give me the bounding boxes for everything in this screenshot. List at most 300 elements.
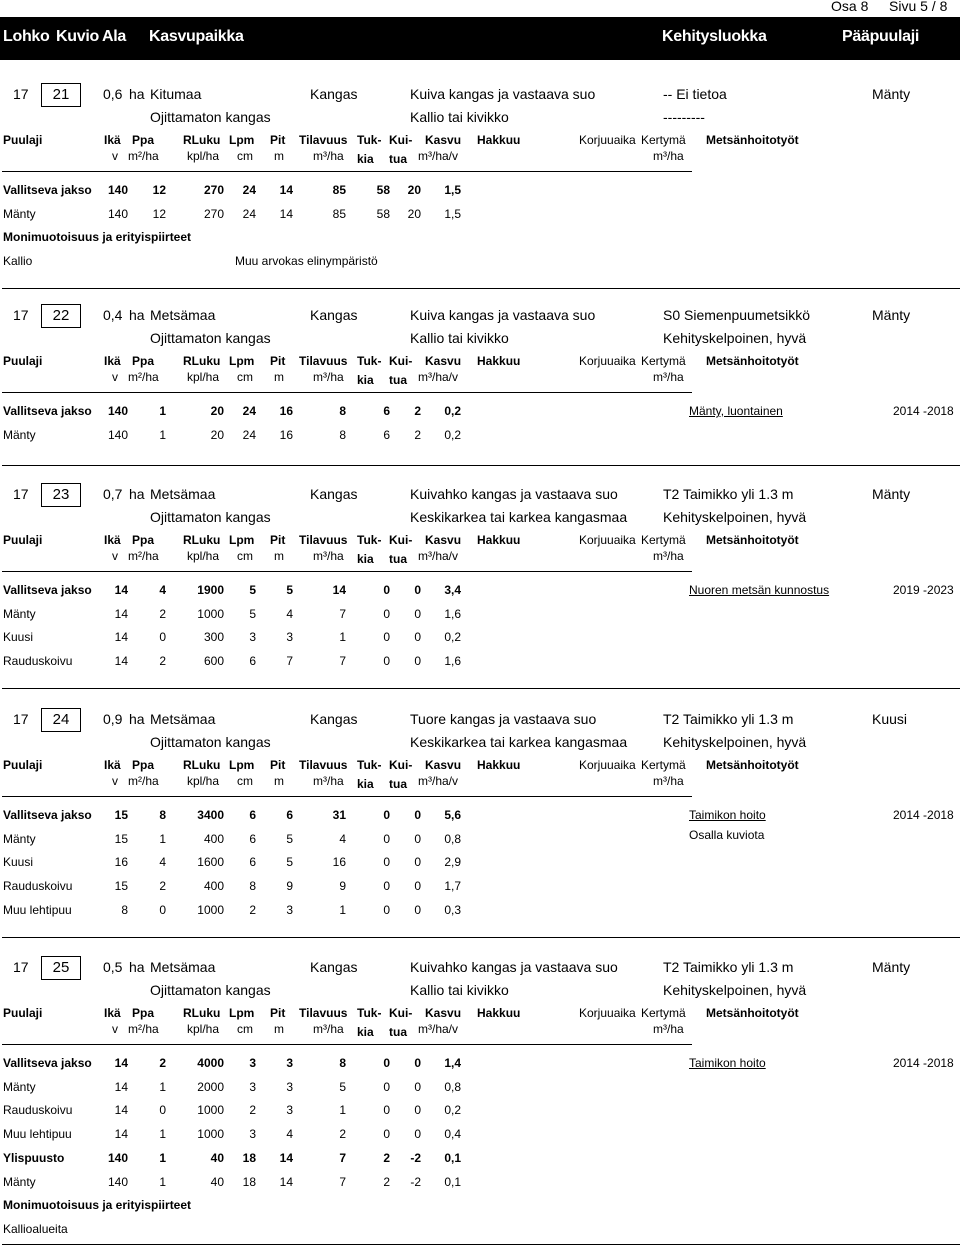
row-ika: 140 <box>107 428 128 442</box>
row-lpm: 2 <box>249 903 256 917</box>
maa-type: Kangas <box>310 959 358 975</box>
col-kertyma-unit: m³/ha <box>653 149 684 163</box>
silvicultural-work-note: Osalla kuviota <box>689 828 765 842</box>
row-ppa: 1 <box>159 404 166 418</box>
col-ppa: Ppa <box>132 758 155 772</box>
row-rluku: 1600 <box>197 855 224 869</box>
row-ika: 140 <box>107 404 128 418</box>
row-rluku: 3400 <box>197 808 224 822</box>
row-tukki: 0 <box>383 630 390 644</box>
col-tukki-2: kia <box>357 777 374 791</box>
development-class: T2 Taimikko yli 1.3 m <box>663 959 794 975</box>
row-pit: 3 <box>286 903 293 917</box>
row-rluku: 2000 <box>197 1080 224 1094</box>
row-kasvu: 1,7 <box>444 879 461 893</box>
col-ika-unit: v <box>112 149 118 163</box>
row-kasvu: 0,8 <box>444 1080 461 1094</box>
row-kuitu: 0 <box>414 630 421 644</box>
col-ppa-unit: m²/ha <box>128 549 159 563</box>
col-kertyma: Kertymä <box>641 1006 686 1020</box>
row-ppa: 1 <box>159 1151 166 1165</box>
col-pit: Pit <box>270 533 286 547</box>
row-kuitu: 2 <box>414 428 421 442</box>
row-kuitu: 0 <box>414 1080 421 1094</box>
kasvupaikka-main: Metsämaa <box>150 486 216 502</box>
col-tilavuus: Tilavuus <box>299 354 348 368</box>
col-metsanhoito: Metsänhoitotyöt <box>706 533 799 547</box>
section-separator <box>2 937 960 938</box>
row-tukki: 0 <box>383 879 390 893</box>
row-pit: 14 <box>279 1151 293 1165</box>
row-pit: 5 <box>286 583 293 597</box>
page-number: Sivu 5 / 8 <box>889 0 948 14</box>
row-ika: 15 <box>114 879 128 893</box>
maa-type: Kangas <box>310 486 358 502</box>
row-ppa: 12 <box>152 207 166 221</box>
col-ika-unit: v <box>112 370 118 384</box>
col-tukki: Tuk- <box>357 758 382 772</box>
col-ika: Ikä <box>104 1006 121 1020</box>
work-years: 2019 -2023 <box>893 583 954 597</box>
site-type-2: Keskikarkea tai karkea kangasmaa <box>410 509 628 525</box>
row-kuitu: 2 <box>414 404 421 418</box>
row-kuitu: 0 <box>414 1127 421 1141</box>
row-rluku: 1000 <box>197 903 224 917</box>
row-kuitu: -2 <box>410 1151 421 1165</box>
col-kuitu-2: tua <box>389 373 407 387</box>
row-ika: 140 <box>107 183 128 197</box>
col-kuitu: Kui- <box>389 133 413 147</box>
row-ika: 8 <box>121 903 128 917</box>
row-ppa: 0 <box>159 630 166 644</box>
col-tukki: Tuk- <box>357 533 382 547</box>
row-tukki: 58 <box>376 207 390 221</box>
row-lpm: 5 <box>249 607 256 621</box>
row-kuitu: 0 <box>414 832 421 846</box>
row-kasvu: 0,1 <box>444 1151 461 1165</box>
row-tukki: 0 <box>383 583 390 597</box>
maa-type: Kangas <box>310 86 358 102</box>
site-type-2: Kallio tai kivikko <box>410 982 509 998</box>
row-lpm: 18 <box>242 1151 256 1165</box>
section-separator <box>2 288 960 289</box>
col-tilavuus-unit: m³/ha <box>313 549 344 563</box>
col-tukki: Tuk- <box>357 354 382 368</box>
col-korjuuaika: Korjuuaika <box>579 1006 636 1020</box>
row-species: Mänty <box>3 207 36 221</box>
development-class: -- Ei tietoa <box>663 86 727 102</box>
row-kuitu: 0 <box>414 583 421 597</box>
col-rluku-unit: kpl/ha <box>187 774 220 788</box>
row-species: Vallitseva jakso <box>3 404 92 418</box>
row-tukki: 6 <box>383 404 390 418</box>
site-type-1: Kuiva kangas ja vastaava suo <box>410 307 596 323</box>
kuvio-number-box <box>41 304 81 328</box>
col-lpm-unit: cm <box>237 370 253 384</box>
row-rluku: 600 <box>203 654 224 668</box>
col-kasvu: Kasvu <box>425 354 462 368</box>
row-pit: 4 <box>286 1127 293 1141</box>
col-ppa-unit: m²/ha <box>128 1022 159 1036</box>
development-quality: Kehityskelpoinen, hyvä <box>663 982 807 998</box>
header-lohko: Lohko <box>3 28 50 45</box>
col-metsanhoito: Metsänhoitotyöt <box>706 758 799 772</box>
col-tilavuus-unit: m³/ha <box>313 370 344 384</box>
col-rluku: RLuku <box>183 533 221 547</box>
row-ppa: 2 <box>159 654 166 668</box>
row-ppa: 0 <box>159 1103 166 1117</box>
row-tilavuus: 1 <box>339 630 346 644</box>
header-rule <box>2 392 692 393</box>
col-kertyma: Kertymä <box>641 354 686 368</box>
development-quality: Kehityskelpoinen, hyvä <box>663 509 807 525</box>
row-lpm: 8 <box>249 879 256 893</box>
col-rluku-unit: kpl/ha <box>187 549 220 563</box>
work-years: 2014 -2018 <box>893 1056 954 1070</box>
row-species: Mänty <box>3 832 36 846</box>
row-lpm: 24 <box>242 428 256 442</box>
row-rluku: 1000 <box>197 1127 224 1141</box>
col-pit: Pit <box>270 354 286 368</box>
row-kasvu: 0,1 <box>444 1175 461 1189</box>
col-kertyma: Kertymä <box>641 133 686 147</box>
col-pit-unit: m <box>274 774 284 788</box>
kuvio-number-box <box>41 83 81 107</box>
col-puulaji: Puulaji <box>3 533 43 547</box>
row-pit: 3 <box>286 1103 293 1117</box>
col-hakkuu: Hakkuu <box>477 133 521 147</box>
row-ppa: 2 <box>159 1056 166 1070</box>
col-kuitu: Kui- <box>389 758 413 772</box>
col-puulaji: Puulaji <box>3 758 43 772</box>
col-metsanhoito: Metsänhoitotyöt <box>706 133 799 147</box>
col-rluku-unit: kpl/ha <box>187 149 220 163</box>
col-pit-unit: m <box>274 549 284 563</box>
development-class: S0 Siemenpuumetsikkö <box>663 307 811 323</box>
row-rluku: 40 <box>210 1175 224 1189</box>
row-lpm: 6 <box>249 855 256 869</box>
row-lpm: 6 <box>249 808 256 822</box>
row-ppa: 0 <box>159 903 166 917</box>
col-lpm: Lpm <box>229 354 255 368</box>
row-ika: 14 <box>114 1103 128 1117</box>
ala-unit: ha <box>129 711 145 727</box>
row-kuitu: 0 <box>414 1056 421 1070</box>
row-species: Vallitseva jakso <box>3 183 92 197</box>
ala-value: 0,6 <box>103 86 123 102</box>
lohko-number: 17 <box>13 711 29 727</box>
row-species: Mänty <box>3 1080 36 1094</box>
site-type-1: Kuivahko kangas ja vastaava suo <box>410 959 618 975</box>
row-tukki: 58 <box>376 183 390 197</box>
row-pit: 16 <box>279 428 293 442</box>
row-lpm: 24 <box>242 183 256 197</box>
col-tukki-2: kia <box>357 152 374 166</box>
row-tilavuus: 85 <box>332 207 346 221</box>
row-kasvu: 0,8 <box>444 832 461 846</box>
row-ika: 140 <box>107 207 128 221</box>
row-tilavuus: 85 <box>332 183 346 197</box>
row-kasvu: 0,2 <box>444 1103 461 1117</box>
col-kasvu-unit: m³/ha/v <box>418 549 459 563</box>
row-tilavuus: 7 <box>339 1151 346 1165</box>
development-quality: Kehityskelpoinen, hyvä <box>663 330 807 346</box>
row-rluku: 1000 <box>197 607 224 621</box>
col-lpm-unit: cm <box>237 549 253 563</box>
row-kasvu: 0,3 <box>444 903 461 917</box>
col-ppa: Ppa <box>132 133 155 147</box>
row-kuitu: 0 <box>414 879 421 893</box>
row-ika: 15 <box>114 808 128 822</box>
header-ala: Ala <box>102 28 126 45</box>
row-lpm: 24 <box>242 404 256 418</box>
row-species: Muu lehtipuu <box>3 903 72 917</box>
silvicultural-work: Taimikon hoito <box>689 808 766 822</box>
row-rluku: 20 <box>210 428 224 442</box>
row-kuitu: 0 <box>414 607 421 621</box>
site-type-2: Kallio tai kivikko <box>410 109 509 125</box>
row-tukki: 2 <box>383 1151 390 1165</box>
row-tilavuus: 1 <box>339 903 346 917</box>
col-tukki-2: kia <box>357 373 374 387</box>
col-kuitu-2: tua <box>389 552 407 566</box>
diversity-title: Monimuotoisuus ja erityispiirteet <box>3 230 192 244</box>
header-kasvupaikka: Kasvupaikka <box>149 28 244 45</box>
row-kuitu: 0 <box>414 654 421 668</box>
site-type-1: Kuiva kangas ja vastaava suo <box>410 86 596 102</box>
row-species: Vallitseva jakso <box>3 583 92 597</box>
header-kehitysluokka: Kehitysluokka <box>662 28 767 45</box>
main-species: Mänty <box>872 959 911 975</box>
row-pit: 6 <box>286 808 293 822</box>
row-tukki: 0 <box>383 832 390 846</box>
row-ppa: 2 <box>159 607 166 621</box>
row-kuitu: 0 <box>414 808 421 822</box>
row-kasvu: 1,4 <box>444 1056 461 1070</box>
row-ika: 16 <box>114 855 128 869</box>
col-puulaji: Puulaji <box>3 1006 43 1020</box>
row-ika: 140 <box>107 1151 128 1165</box>
row-lpm: 5 <box>249 583 256 597</box>
col-ppa: Ppa <box>132 533 155 547</box>
col-ika-unit: v <box>112 774 118 788</box>
kuvio-number-box <box>41 708 81 732</box>
kuvio-number: 23 <box>52 486 70 503</box>
lohko-number: 17 <box>13 86 29 102</box>
row-rluku: 1900 <box>197 583 224 597</box>
row-pit: 3 <box>286 630 293 644</box>
ala-value: 0,4 <box>103 307 123 323</box>
col-kasvu-unit: m³/ha/v <box>418 774 459 788</box>
row-kuitu: 0 <box>414 903 421 917</box>
row-tilavuus: 7 <box>339 607 346 621</box>
col-lpm: Lpm <box>229 1006 255 1020</box>
row-tukki: 0 <box>383 607 390 621</box>
row-species: Rauduskoivu <box>3 879 73 893</box>
row-pit: 9 <box>286 879 293 893</box>
col-kuitu-2: tua <box>389 1025 407 1039</box>
diversity-habitat: Muu arvokas elinympäristö <box>235 254 378 268</box>
ala-value: 0,9 <box>103 711 123 727</box>
col-pit-unit: m <box>274 1022 284 1036</box>
row-ppa: 12 <box>152 183 166 197</box>
work-years: 2014 -2018 <box>893 404 954 418</box>
row-pit: 5 <box>286 855 293 869</box>
row-species: Kuusi <box>3 855 34 869</box>
header-rule <box>2 1044 692 1045</box>
row-species: Rauduskoivu <box>3 654 73 668</box>
row-tilavuus: 31 <box>332 808 346 822</box>
row-tilavuus: 8 <box>339 404 346 418</box>
site-type-1: Tuore kangas ja vastaava suo <box>410 711 597 727</box>
col-pit: Pit <box>270 758 286 772</box>
row-kasvu: 0,2 <box>444 630 461 644</box>
row-kasvu: 1,6 <box>444 654 461 668</box>
col-lpm: Lpm <box>229 533 255 547</box>
row-ppa: 1 <box>159 832 166 846</box>
row-kuitu: 0 <box>414 855 421 869</box>
diversity-title: Monimuotoisuus ja erityispiirteet <box>3 1198 192 1212</box>
row-ika: 14 <box>114 630 128 644</box>
col-metsanhoito: Metsänhoitotyöt <box>706 354 799 368</box>
col-korjuuaika: Korjuuaika <box>579 354 636 368</box>
row-species: Rauduskoivu <box>3 1103 73 1117</box>
row-species: Ylispuusto <box>3 1151 65 1165</box>
maa-type: Kangas <box>310 711 358 727</box>
col-pit: Pit <box>270 1006 286 1020</box>
header-kuvio: Kuvio <box>56 28 99 45</box>
col-kuitu: Kui- <box>389 354 413 368</box>
row-tilavuus: 5 <box>339 1080 346 1094</box>
row-kuitu: 20 <box>407 183 421 197</box>
col-puulaji: Puulaji <box>3 133 43 147</box>
row-pit: 3 <box>286 1080 293 1094</box>
col-tilavuus: Tilavuus <box>299 1006 348 1020</box>
col-korjuuaika: Korjuuaika <box>579 758 636 772</box>
row-ika: 14 <box>114 583 128 597</box>
col-kasvu-unit: m³/ha/v <box>418 149 459 163</box>
col-ika: Ikä <box>104 758 121 772</box>
header-rule <box>2 796 692 797</box>
col-pit: Pit <box>270 133 286 147</box>
row-rluku: 20 <box>210 404 224 418</box>
col-kasvu: Kasvu <box>425 133 462 147</box>
row-ika: 14 <box>114 1127 128 1141</box>
silvicultural-work: Taimikon hoito <box>689 1056 766 1070</box>
row-kasvu: 0,4 <box>444 1127 461 1141</box>
header-rule <box>2 171 692 172</box>
col-kuitu: Kui- <box>389 1006 413 1020</box>
col-tilavuus-unit: m³/ha <box>313 149 344 163</box>
row-kasvu: 1,6 <box>444 607 461 621</box>
kasvupaikka-main: Kitumaa <box>150 86 202 102</box>
row-tilavuus: 2 <box>339 1127 346 1141</box>
col-rluku: RLuku <box>183 354 221 368</box>
section-separator <box>2 1244 960 1245</box>
col-kertyma-unit: m³/ha <box>653 370 684 384</box>
development-quality: Kehityskelpoinen, hyvä <box>663 734 807 750</box>
site-type-1: Kuivahko kangas ja vastaava suo <box>410 486 618 502</box>
row-tukki: 0 <box>383 1056 390 1070</box>
col-pit-unit: m <box>274 370 284 384</box>
row-pit: 3 <box>286 1056 293 1070</box>
row-tukki: 6 <box>383 428 390 442</box>
ala-value: 0,5 <box>103 959 123 975</box>
row-tukki: 0 <box>383 903 390 917</box>
row-lpm: 2 <box>249 1103 256 1117</box>
lohko-number: 17 <box>13 959 29 975</box>
col-ppa-unit: m²/ha <box>128 774 159 788</box>
row-lpm: 24 <box>242 207 256 221</box>
row-tukki: 0 <box>383 1080 390 1094</box>
main-species: Mänty <box>872 86 911 102</box>
row-pit: 4 <box>286 607 293 621</box>
col-kasvu: Kasvu <box>425 533 462 547</box>
row-tukki: 0 <box>383 654 390 668</box>
kasvupaikka-main: Metsämaa <box>150 307 216 323</box>
row-ppa: 2 <box>159 879 166 893</box>
ala-unit: ha <box>129 307 145 323</box>
section-separator <box>2 465 960 466</box>
col-ika: Ikä <box>104 354 121 368</box>
row-kasvu: 3,4 <box>444 583 461 597</box>
col-rluku: RLuku <box>183 1006 221 1020</box>
kasvupaikka-sub: Ojittamaton kangas <box>150 509 271 525</box>
col-kasvu: Kasvu <box>425 758 462 772</box>
col-lpm-unit: cm <box>237 149 253 163</box>
col-rluku: RLuku <box>183 758 221 772</box>
col-tilavuus: Tilavuus <box>299 133 348 147</box>
row-ppa: 4 <box>159 583 166 597</box>
row-species: Mänty <box>3 607 36 621</box>
col-rluku-unit: kpl/ha <box>187 370 220 384</box>
site-type-2: Kallio tai kivikko <box>410 330 509 346</box>
col-kertyma-unit: m³/ha <box>653 549 684 563</box>
row-rluku: 1000 <box>197 1103 224 1117</box>
main-species: Mänty <box>872 307 911 323</box>
col-hakkuu: Hakkuu <box>477 354 521 368</box>
row-lpm: 6 <box>249 654 256 668</box>
row-ika: 15 <box>114 832 128 846</box>
row-ppa: 8 <box>159 808 166 822</box>
kasvupaikka-sub: Ojittamaton kangas <box>150 330 271 346</box>
header-paapuulaji: Pääpuulaji <box>842 28 920 45</box>
col-kertyma: Kertymä <box>641 533 686 547</box>
col-kuitu: Kui- <box>389 533 413 547</box>
row-ppa: 4 <box>159 855 166 869</box>
row-ika: 14 <box>114 654 128 668</box>
row-kasvu: 0,2 <box>444 404 461 418</box>
lohko-number: 17 <box>13 307 29 323</box>
row-pit: 14 <box>279 207 293 221</box>
row-species: Muu lehtipuu <box>3 1127 72 1141</box>
col-metsanhoito: Metsänhoitotyöt <box>706 1006 799 1020</box>
development-quality: --------- <box>663 109 705 125</box>
col-kuitu-2: tua <box>389 152 407 166</box>
main-species: Mänty <box>872 486 911 502</box>
col-lpm: Lpm <box>229 758 255 772</box>
row-tilavuus: 4 <box>339 832 346 846</box>
col-korjuuaika: Korjuuaika <box>579 133 636 147</box>
row-pit: 14 <box>279 183 293 197</box>
row-lpm: 3 <box>249 1056 256 1070</box>
row-tilavuus: 16 <box>332 855 346 869</box>
row-tilavuus: 7 <box>339 654 346 668</box>
col-rluku: RLuku <box>183 133 221 147</box>
ala-unit: ha <box>129 486 145 502</box>
development-class: T2 Taimikko yli 1.3 m <box>663 486 794 502</box>
col-lpm: Lpm <box>229 133 255 147</box>
